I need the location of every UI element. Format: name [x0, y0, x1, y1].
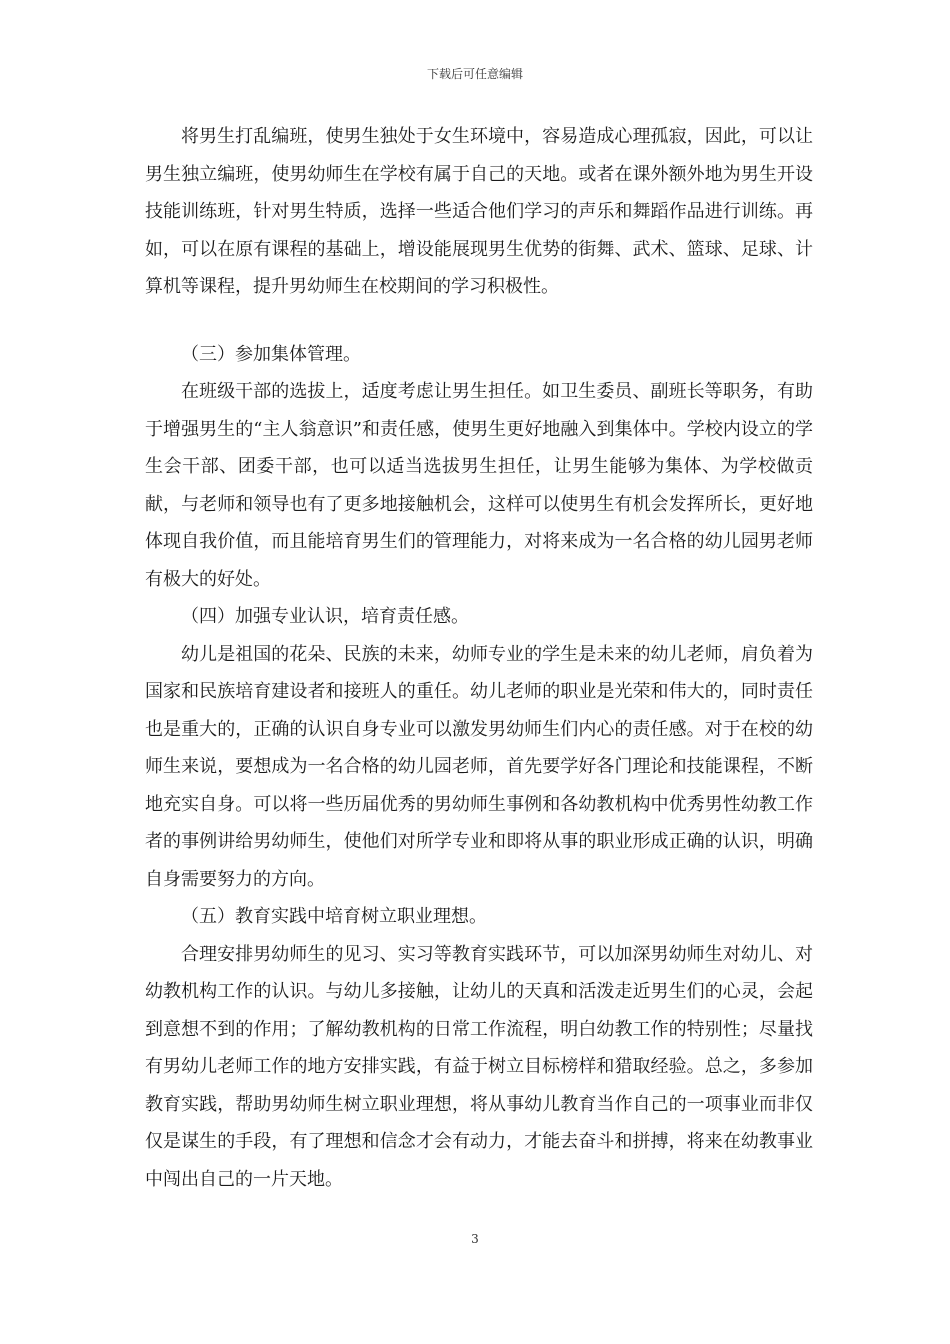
paragraph-course-arrangement: 将男生打乱编班，使男生独处于女生环境中，容易造成心理孤寂，因此，可以让男生独立编班，使男幼师生在学校有属于自己的天地。或者在课外额外地为男生开设技能训练班，针对男生特质，选择一些适合他们学习的声乐和舞蹈作品进行训练。再如，可以在原有课程的基础上，增设能展现男生优势的街舞、武术、篮球、足球、计算机等课程，提升男幼师生在校期间的学习积极性。 — [145, 126, 813, 297]
paragraph-gap — [145, 306, 813, 336]
paragraph-collective-management: 在班级干部的选拔上，适度考虑让男生担任。如卫生委员、副班长等职务，有助于增强男生的“主人翁意识”和责任感，使男生更好地融入到集体中。学校内设立的学生会干部、团委干部，也可以适当选拔男生担任，让男生能够为集体、为学校做贡献，与老师和领导也有了更多地接触机会，这样可以使男生有机会发挥所长，更好地体现自我价值，而且能培育男生们的管理能力，对将来成为一名合格的幼儿园男老师有极大的好处。 — [145, 381, 813, 590]
page-header: 下载后可任意编辑 — [426, 67, 523, 81]
paragraph-teaching-practice: 合理安排男幼师生的见习、实习等教育实践环节，可以加深男幼师生对幼儿、对幼教机构工作的认识。与幼儿多接触，让幼儿的天真和活泼走近男生们的心灵，会起到意想不到的作用；了解幼教机构的日常工作流程，明白幼教工作的特别性；尽量找有男幼儿老师工作的地方安排实践，有益于树立目标榜样和猎取经验。总之，多参加教育实践，帮助男幼师生树立职业理想，将从事幼儿教育当作自己的一项事业而非仅仅是谋生的手段，有了理想和信念才会有动力，才能去奋斗和拼搏，将来在幼教事业中闯出自己的一片天地。 — [145, 943, 813, 1190]
section-heading-3: （三）参加集体管理。 — [181, 343, 361, 365]
page-number: 3 — [471, 1232, 479, 1246]
document-body — [145, 118, 813, 1198]
section-heading-4: （四）加强专业认识，培育责任感。 — [181, 606, 469, 627]
paragraph-professional-awareness: 幼儿是祖国的花朵、民族的未来，幼师专业的学生是未来的幼儿老师，肩负着为国家和民族培育建设者和接班人的重任。幼儿老师的职业是光荣和伟大的，同时责任也是重大的，正确的认识自身专业可以激发男幼师生们内心的责任感。对于在校的幼师生来说，要想成为一名合格的幼儿园老师，首先要学好各门理论和技能课程，不断地充实自身。可以将一些历届优秀的男幼师生事例和各幼教机构中优秀男性幼教工作者的事例讲给男幼师生，使他们对所学专业和即将从事的职业形成正确的认识，明确自身需要努力的方向。 — [145, 643, 813, 890]
section-heading-5: （五）教育实践中培育树立职业理想。 — [181, 906, 487, 927]
